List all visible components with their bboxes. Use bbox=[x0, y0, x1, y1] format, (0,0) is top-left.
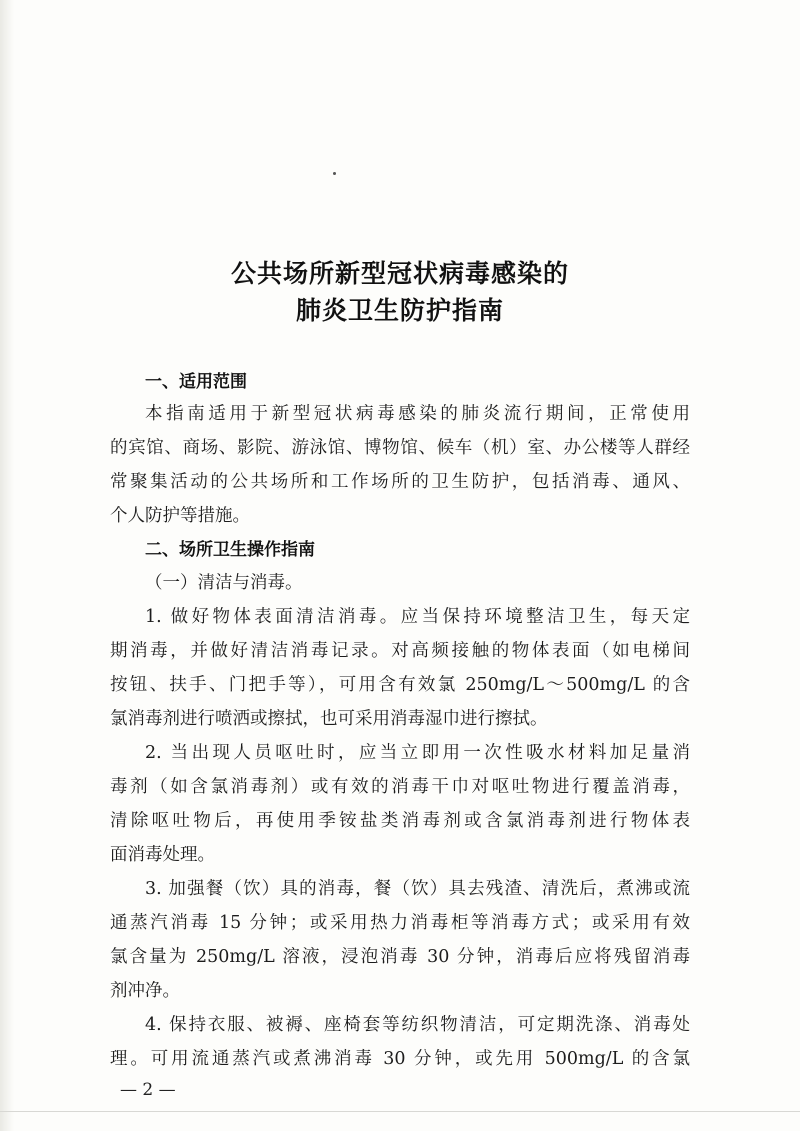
document-title-line2: 肺炎卫生防护指南 bbox=[295, 296, 504, 325]
page-number: — 2 — bbox=[120, 1080, 176, 1100]
scan-bottom-edge bbox=[0, 1111, 800, 1112]
item1-line: 期消毒，并做好清洁消毒记录。对高频接触的物体表面（如电梯间 bbox=[110, 641, 690, 661]
item3-line: 氯含量为 250mg/L 溶液，浸泡消毒 30 分钟，消毒后应将残留消毒 bbox=[110, 947, 690, 967]
item2-line: 清除呕吐物后，再使用季铵盐类消毒剂或含氯消毒剂进行物体表 bbox=[110, 811, 690, 831]
section1-line: 的宾馆、商场、影院、游泳馆、博物馆、候车（机）室、办公楼等人群经 bbox=[110, 438, 690, 458]
document-title-line1: 公共场所新型冠状病毒感染的 bbox=[230, 259, 569, 288]
item1-line: 氯消毒剂进行喷洒或擦拭，也可采用消毒湿巾进行擦拭。 bbox=[110, 709, 548, 729]
item1-line: 按钮、扶手、门把手等），可用含有效氯 250mg/L～500mg/L 的含 bbox=[110, 675, 690, 695]
item1-line: 1. 做好物体表面清洁消毒。应当保持环境整洁卫生，每天定 bbox=[145, 607, 690, 627]
scan-edge-shadow bbox=[0, 0, 14, 1131]
item2-line: 毒剂（如含氯消毒剂）或有效的消毒干巾对呕吐物进行覆盖消毒， bbox=[110, 777, 690, 797]
section2-heading: 二、场所卫生操作指南 bbox=[145, 540, 315, 560]
item3-line: 3. 加强餐（饮）具的消毒，餐（饮）具去残渣、清洗后，煮沸或流 bbox=[145, 879, 690, 899]
item4-line: 理。可用流通蒸汽或煮沸消毒 30 分钟，或先用 500mg/L 的含氯 bbox=[110, 1049, 690, 1069]
section1-line: 常聚集活动的公共场所和工作场所的卫生防护，包括消毒、通风、 bbox=[110, 472, 690, 492]
section1-heading: 一、适用范围 bbox=[145, 372, 247, 392]
section1-line: 个人防护等措施。 bbox=[110, 506, 250, 526]
item2-line: 2. 当出现人员呕吐时，应当立即用一次性吸水材料加足量消 bbox=[145, 743, 690, 763]
item2-line: 面消毒处理。 bbox=[110, 845, 215, 865]
item3-line: 剂冲净。 bbox=[110, 981, 180, 1001]
section1-line: 本指南适用于新型冠状病毒感染的肺炎流行期间，正常使用 bbox=[145, 404, 690, 424]
scan-speck bbox=[333, 172, 336, 175]
item3-line: 通蒸汽消毒 15 分钟；或采用热力消毒柜等消毒方式；或采用有效 bbox=[110, 913, 690, 933]
section2-subheading: （一）清洁与消毒。 bbox=[145, 573, 303, 593]
item4-line: 4. 保持衣服、被褥、座椅套等纺织物清洁，可定期洗涤、消毒处 bbox=[145, 1015, 690, 1035]
